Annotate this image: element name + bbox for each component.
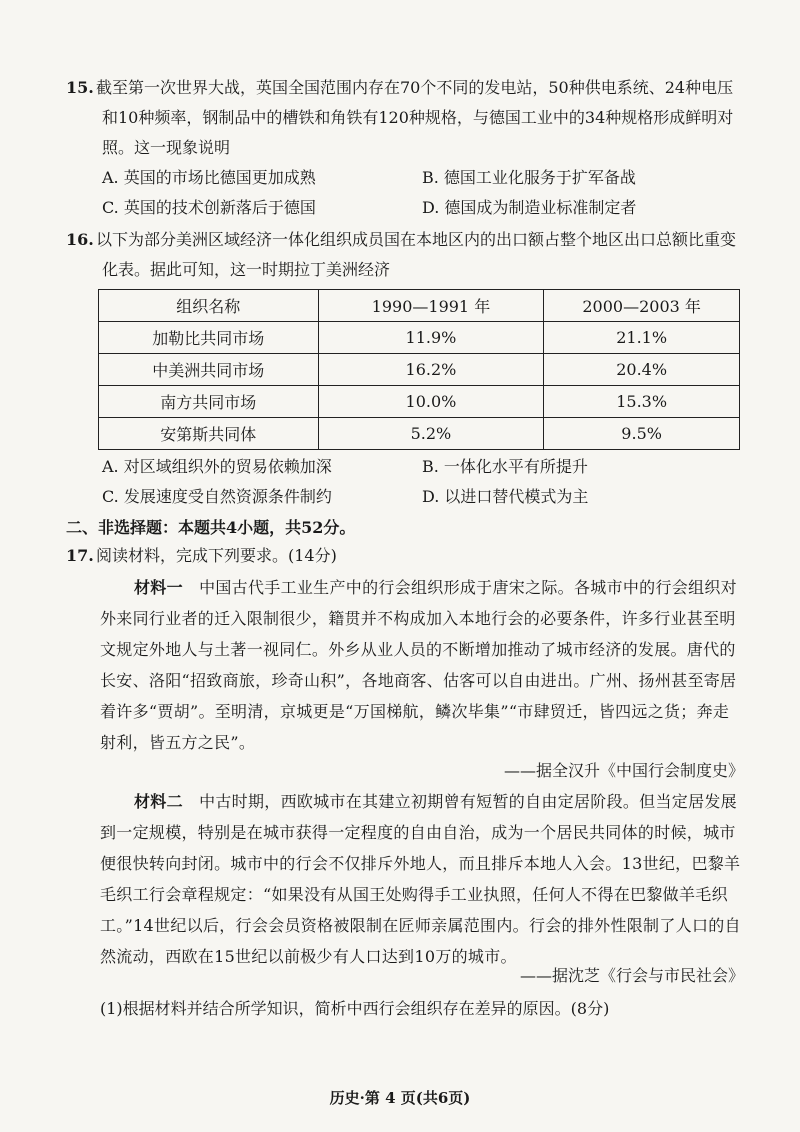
table-row — [99, 322, 740, 354]
option-a[interactable]: A. 对区域组织外的贸易依赖加深 — [102, 457, 332, 476]
table-header: 1990—1991 年 — [318, 290, 544, 322]
material-label: 材料一 — [134, 578, 183, 597]
question-text-line: 以下为部分美洲区域经济一体化组织成员国在本地区内的出口额占整个地区出口总额比重变 — [96, 230, 737, 249]
question-number: 15. — [66, 78, 94, 97]
table-row — [99, 354, 740, 386]
question-text: 阅读材料，完成下列要求。(14分) — [96, 546, 337, 565]
table-cell: 10.0% — [318, 386, 544, 418]
material-text: 中国古代手工业生产中的行会组织形成于唐宋之际。各城市中的行会组织对外来同行业者的迁入限制很少，籍贯并不构成加入本地行会的必要条件，许多行业甚至明文规定外地人与土著一视同仁。外乡从业人员的不断增加推动了城市经济的发展。唐代的长安、洛阳“招致商旅，珍奇山积”，各地商客、估客可以自由进出。广州、扬州甚至寄居着许多“贾胡”。至明清，京城更是“万国梯航，鳞次毕集”“市肆贸迁，皆四远之货；奔走射利，皆五方之民”。 — [100, 578, 737, 752]
table-cell: 安第斯共同体 — [99, 418, 319, 450]
option-d[interactable]: D. 德国成为制造业标准制定者 — [422, 198, 637, 217]
table-cell: 21.1% — [544, 322, 740, 354]
question-text-line: 化表。据此可知，这一时期拉丁美洲经济 — [102, 260, 391, 279]
question-number: 16. — [66, 230, 94, 249]
question-16-options — [102, 452, 742, 512]
table-cell: 15.3% — [544, 386, 740, 418]
option-c[interactable]: C. 发展速度受自然资源条件制约 — [102, 487, 332, 506]
question-number: 17. — [66, 546, 94, 565]
table-cell: 加勒比共同市场 — [99, 322, 319, 354]
option-b[interactable]: B. 德国工业化服务于扩军备战 — [422, 168, 636, 187]
option-b[interactable]: B. 一体化水平有所提升 — [422, 457, 588, 476]
section-heading: 二、非选择题：本题共4小题，共52分。 — [66, 518, 356, 537]
table-cell: 9.5% — [544, 418, 740, 450]
question-15-options — [102, 163, 742, 223]
sub-question-1: (1)根据材料并结合所学知识，简析中西行会组织存在差异的原因。(8分) — [100, 999, 610, 1018]
table-header: 组织名称 — [99, 290, 319, 322]
table-cell: 中美洲共同市场 — [99, 354, 319, 386]
material-text: 中古时期，西欧城市在其建立初期曾有短暂的自由定居阶段。但当定居发展到一定规模，特别是在城市获得一定程度的自由自治，成为一个居民共同体的时候，城市便很快转向封闭。城市中的行会不仅排斥外地人，而且排斥本地人入会。13世纪，巴黎羊毛织工行会章程规定：“如果没有从国王处购得手工业执照，任何人不得在巴黎做羊毛织工。”14世纪以后，行会会员资格被限制在匠师亲属范围内。行会的排外性限制了人口的自然流动，西欧在15世纪以前极少有人口达到10万的城市。 — [100, 792, 741, 966]
table-cell: 11.9% — [318, 322, 544, 354]
table-header: 2000—2003 年 — [544, 290, 740, 322]
question-text-line: 照。这一现象说明 — [102, 138, 231, 157]
material-2 — [100, 786, 742, 972]
table-header-row — [99, 290, 740, 322]
material-source: ——据沈芝《行会与市民社会》 — [519, 966, 744, 985]
option-c[interactable]: C. 英国的技术创新落后于德国 — [102, 198, 316, 217]
question-17 — [66, 541, 756, 571]
question-text-line: 和10种频率，钢制品中的槽铁和角铁有120种规格，与德国工业中的34种规格形成鲜明对 — [102, 108, 734, 127]
question-text-line: 截至第一次世界大战，英国全国范围内存在70个不同的发电站，50种供电系统、24种电压 — [96, 78, 734, 97]
material-1 — [100, 572, 742, 758]
export-share-table — [98, 289, 740, 450]
table-cell: 南方共同市场 — [99, 386, 319, 418]
table-row — [99, 386, 740, 418]
page-footer: 历史·第 4 页(共6页) — [329, 1089, 471, 1107]
table-row — [99, 418, 740, 450]
option-d[interactable]: D. 以进口替代模式为主 — [422, 487, 589, 506]
table-cell: 20.4% — [544, 354, 740, 386]
material-source: ——据全汉升《中国行会制度史》 — [503, 761, 744, 780]
option-a[interactable]: A. 英国的市场比德国更加成熟 — [102, 168, 316, 187]
table-cell: 16.2% — [318, 354, 544, 386]
question-16 — [66, 225, 756, 285]
material-label: 材料二 — [134, 792, 183, 811]
table-cell: 5.2% — [318, 418, 544, 450]
question-15 — [66, 73, 756, 163]
